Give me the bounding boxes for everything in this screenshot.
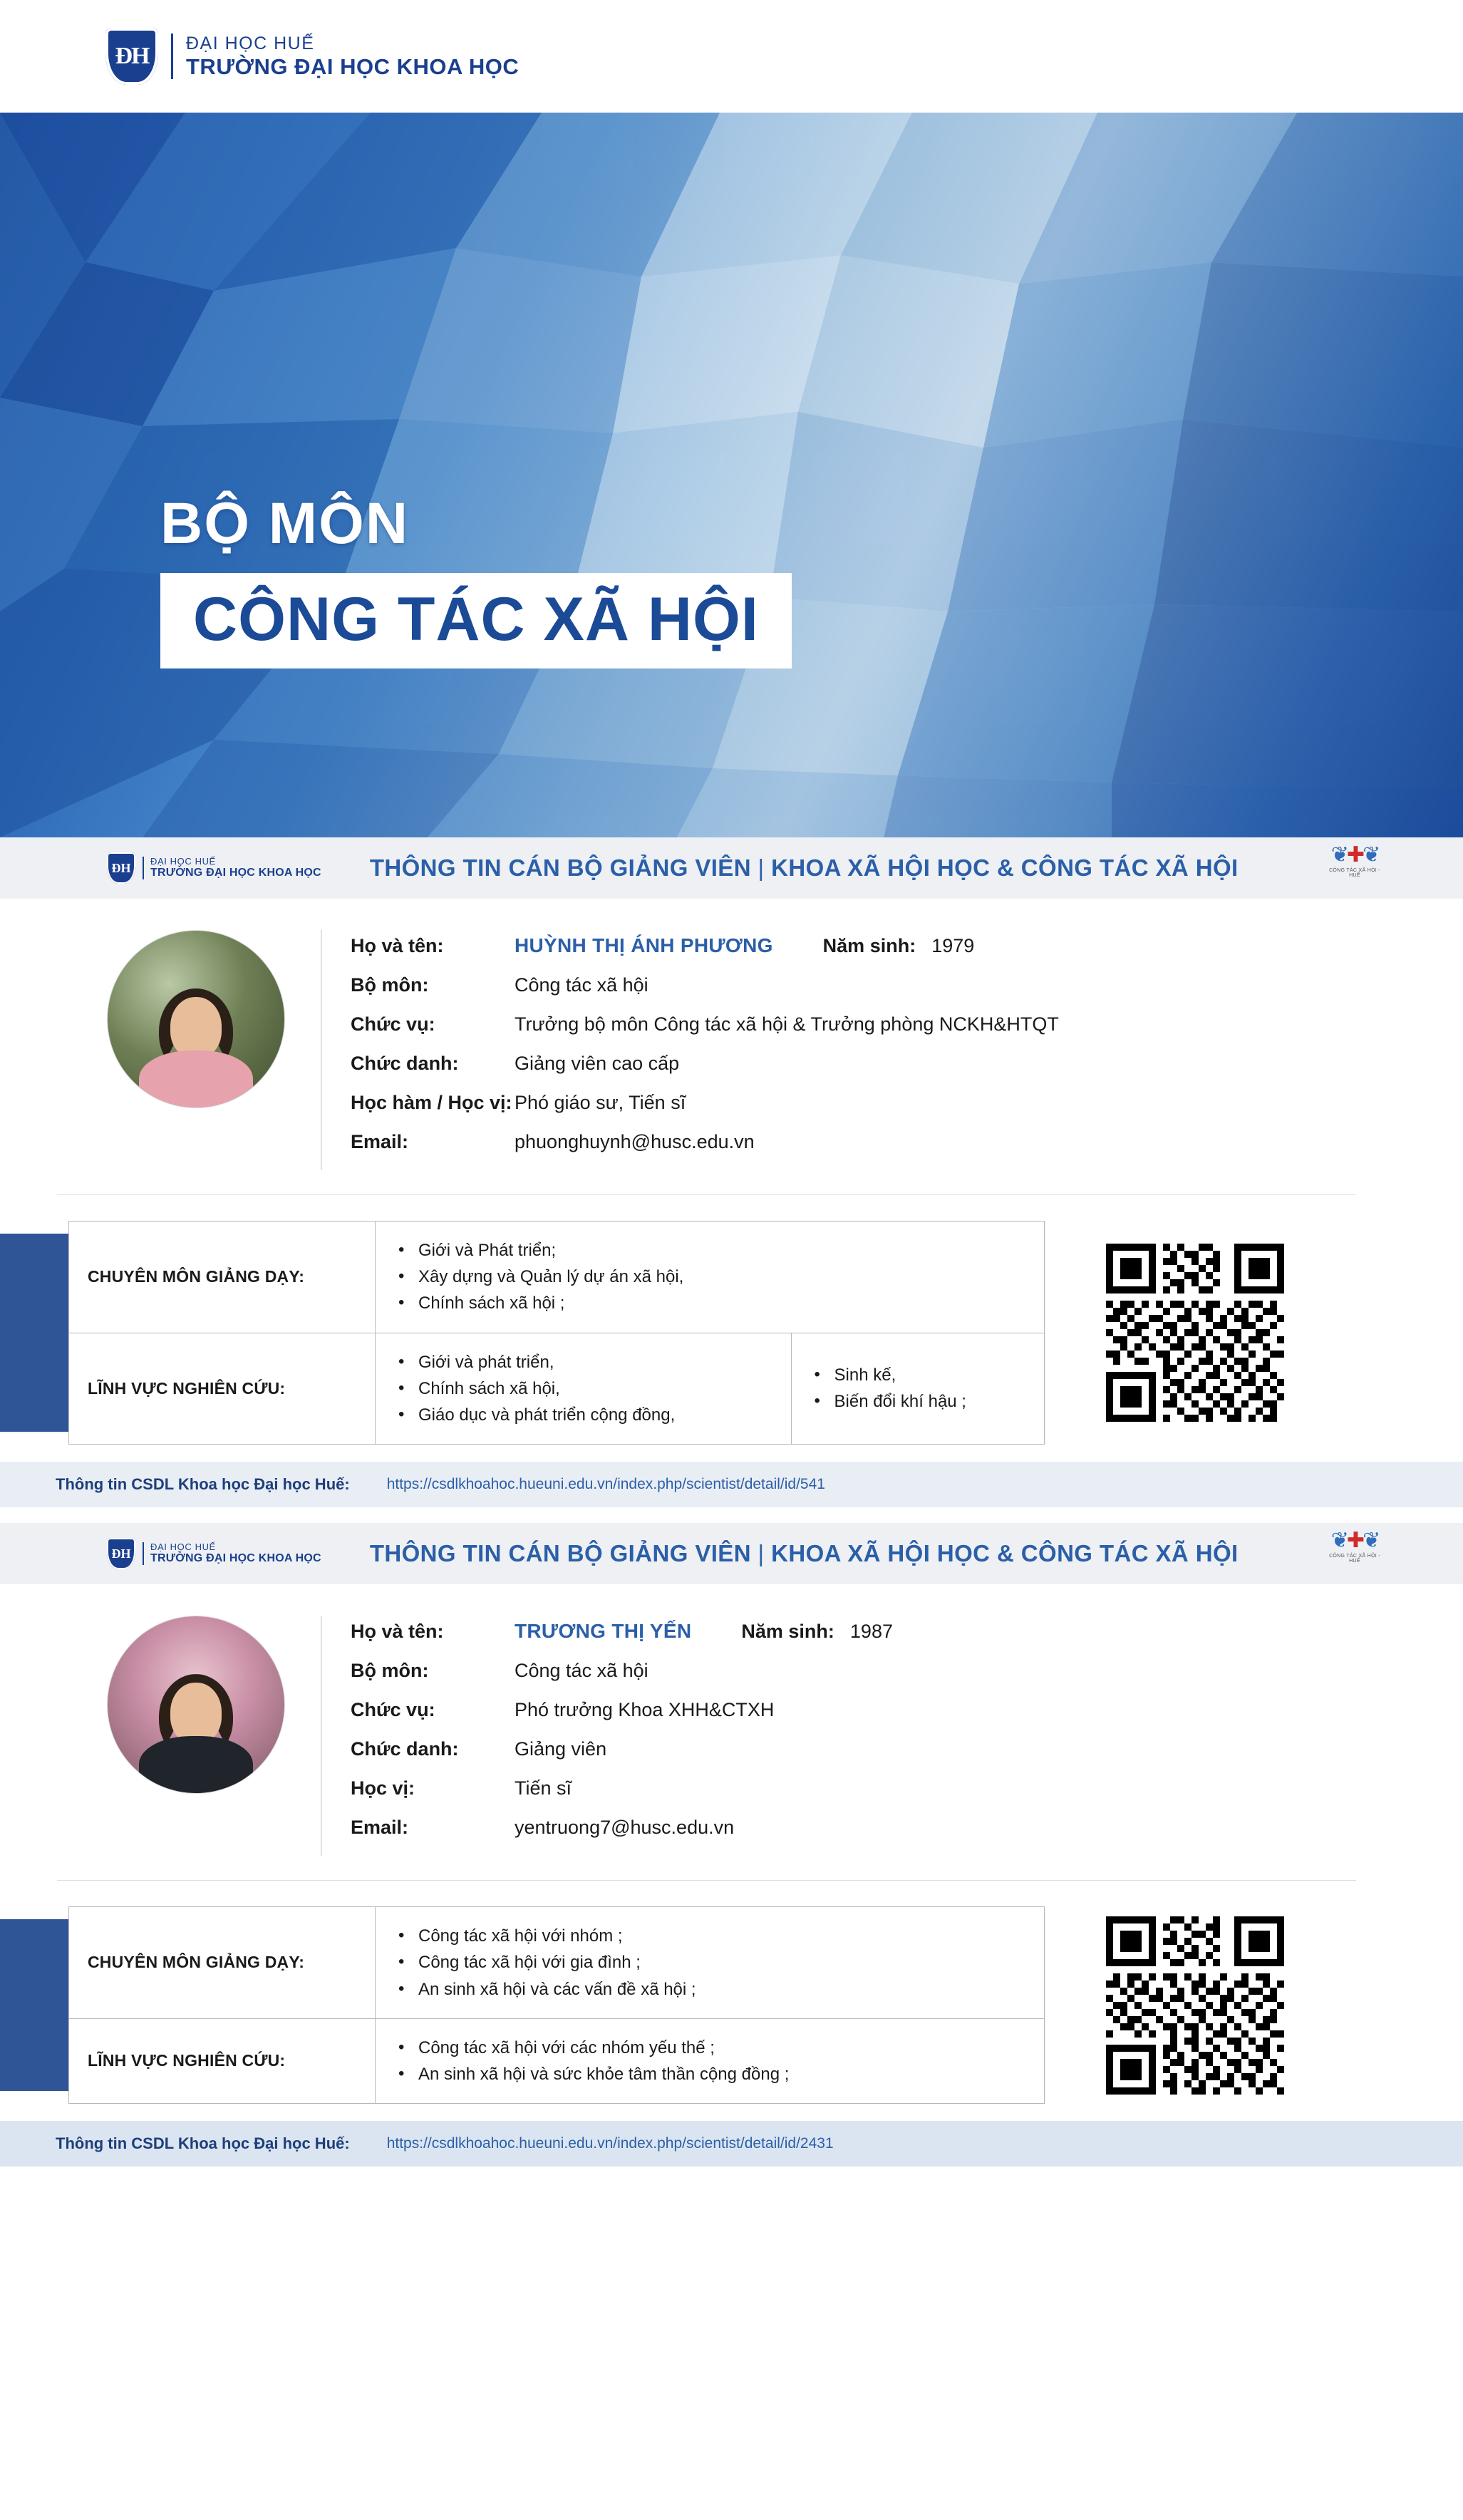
hero-banner (0, 113, 1463, 837)
label-research: LĨNH VỰC NGHIÊN CỨU: (69, 2018, 376, 2103)
label-academic: Học vị: (351, 1777, 415, 1799)
card-header (0, 837, 1463, 899)
research-list (394, 2035, 1025, 2087)
hero-title-line2: CÔNG TÁC XÃ HỘI (193, 585, 759, 654)
card-logo-text (143, 1542, 321, 1565)
footer-label: Thông tin CSDL Khoa học Đại học Huế: (56, 2134, 350, 2153)
list-item: • Giới và phát triển, (394, 1349, 772, 1375)
avatar (107, 1616, 285, 1794)
teaching-list (394, 1923, 1025, 2003)
label-academic: Học hàm / Học vị: (351, 1092, 512, 1113)
label-teaching: CHUYÊN MÔN GIẢNG DẠY: (69, 1907, 376, 2019)
card-separator (0, 1507, 1463, 1523)
hero-title-line1: BỘ MÔN (160, 491, 410, 556)
research-extra-list (810, 1362, 1025, 1415)
accent-tab (0, 1919, 68, 2091)
label-department: Bộ môn: (351, 1660, 429, 1682)
card-logo-text (143, 857, 321, 879)
card-header-title-left: THÔNG TIN CÁN BỘ GIẢNG VIÊN (369, 1540, 751, 1567)
list-item: • Công tác xã hội với nhóm ; (394, 1923, 1025, 1949)
university-logo (105, 28, 519, 85)
value-fullname: HUỲNH THỊ ÁNH PHƯƠNG (515, 934, 773, 956)
expertise-section (0, 1195, 1463, 1462)
info-row-email (351, 1131, 1420, 1153)
qr-code-image[interactable] (1106, 1244, 1284, 1422)
badge-caption: CÔNG TÁC XÃ HỘI - HUẾ (1329, 868, 1380, 878)
info-row-fullname (351, 1620, 1420, 1643)
footer-url[interactable]: https://csdlkhoahoc.hueuni.edu.vn/index.php/scientist/detail/id/541 (386, 1476, 825, 1493)
list-item: • Chính sách xã hội ; (394, 1290, 1025, 1316)
card-logo (107, 1538, 321, 1569)
table-row-research (69, 2018, 1045, 2103)
label-email: Email: (351, 1131, 409, 1152)
value-research (376, 2018, 1045, 2103)
shield-icon (105, 28, 158, 85)
badge-caption: CÔNG TÁC XÃ HỘI - HUẾ (1329, 1554, 1380, 1564)
footer-bar (0, 2121, 1463, 2167)
label-title: Chức danh: (351, 1053, 459, 1074)
info-row-department (351, 974, 1420, 996)
footer-url[interactable]: https://csdlkhoahoc.hueuni.edu.vn/index.php/scientist/detail/id/2431 (386, 2135, 834, 2152)
list-item: • Công tác xã hội với gia đình ; (394, 1949, 1025, 1976)
hero-title-box (160, 573, 792, 668)
label-email: Email: (351, 1817, 409, 1839)
value-title: Giảng viên (515, 1738, 607, 1760)
info-row-position (351, 1013, 1420, 1036)
avatar-column (107, 930, 321, 1170)
card-body (0, 1584, 1463, 1863)
qr-column (1045, 1906, 1344, 2104)
value-title: Giảng viên cao cấp (515, 1053, 680, 1074)
expertise-table (68, 1906, 1045, 2104)
info-row-academic (351, 1777, 1420, 1799)
card-header-title-separator: | (758, 854, 765, 881)
value-teaching (376, 1222, 1045, 1333)
department-badge-icon (1325, 845, 1385, 892)
label-position: Chức vụ: (351, 1699, 435, 1721)
label-department: Bộ môn: (351, 974, 429, 996)
label-fullname: Họ và tên: (351, 935, 444, 956)
logo-text-block (171, 33, 519, 79)
shield-icon (107, 1538, 135, 1569)
list-item: • Biến đổi khí hậu ; (810, 1388, 1025, 1415)
info-row-title (351, 1053, 1420, 1075)
footer-bar (0, 1462, 1463, 1507)
card-logo-line2: TRƯỜNG ĐẠI HỌC KHOA HỌC (150, 867, 321, 879)
research-list (394, 1349, 772, 1429)
card-header-title (370, 854, 1239, 882)
card-header-title-left: THÔNG TIN CÁN BỘ GIẢNG VIÊN (369, 854, 751, 881)
value-email[interactable]: yentruong7@husc.edu.vn (515, 1817, 735, 1839)
list-item: • Sinh kế, (810, 1362, 1025, 1388)
value-email[interactable]: phuonghuynh@husc.edu.vn (515, 1131, 755, 1152)
value-academic: Phó giáo sư, Tiến sĩ (515, 1092, 686, 1113)
value-department: Công tác xã hội (515, 974, 648, 996)
table-row-research (69, 1333, 1045, 1445)
value-teaching (376, 1907, 1045, 2019)
value-birth-year: 1979 (931, 935, 975, 956)
info-column (321, 930, 1420, 1170)
shield-monogram: ĐH (111, 1546, 131, 1561)
value-research-extra (791, 1333, 1044, 1445)
teaching-list (394, 1237, 1025, 1317)
label-position: Chức vụ: (351, 1013, 435, 1035)
polygon-pattern-graphic (0, 113, 1463, 837)
top-logo-bar (0, 0, 1463, 113)
value-fullname: TRƯƠNG THỊ YẾN (515, 1620, 692, 1643)
label-teaching: CHUYÊN MÔN GIẢNG DẠY: (69, 1222, 376, 1333)
card-header-title-separator: | (758, 1540, 765, 1567)
list-item: • An sinh xã hội và các vấn đề xã hội ; (394, 1976, 1025, 2003)
list-item: • Chính sách xã hội, (394, 1375, 772, 1402)
card-header-title-right: KHOA XÃ HỘI HỌC & CÔNG TÁC XÃ HỘI (771, 1540, 1239, 1567)
list-item: • Giáo dục và phát triển cộng đồng, (394, 1402, 772, 1428)
label-birth-year: Năm sinh: (822, 935, 916, 956)
value-academic: Tiến sĩ (515, 1777, 572, 1799)
card-header-title-right: KHOA XÃ HỘI HỌC & CÔNG TÁC XÃ HỘI (771, 854, 1239, 881)
info-row-department (351, 1660, 1420, 1682)
qr-column (1045, 1221, 1344, 1445)
shield-monogram: ĐH (111, 860, 131, 875)
logo-line-university: ĐẠI HỌC HUẾ (186, 33, 315, 53)
value-research (376, 1333, 792, 1445)
badge-glyphs: ❦✚❦ (1330, 843, 1379, 867)
value-birth-year: 1987 (849, 1621, 893, 1643)
label-title: Chức danh: (351, 1738, 459, 1760)
department-badge-icon (1325, 1530, 1385, 1577)
qr-code-image[interactable] (1106, 1916, 1284, 2095)
label-research: LĨNH VỰC NGHIÊN CỨU: (69, 1333, 376, 1445)
accent-tab (0, 1234, 68, 1432)
list-item: • An sinh xã hội và sức khỏe tâm thần cộng đồng ; (394, 2061, 1025, 2087)
info-row-position (351, 1699, 1420, 1721)
avatar-column (107, 1616, 321, 1856)
info-row-email (351, 1817, 1420, 1839)
info-row-fullname (351, 934, 1420, 957)
card-header (0, 1523, 1463, 1584)
table-row-teaching (69, 1907, 1045, 2019)
hero-title (160, 490, 792, 668)
list-item: • Giới và Phát triển; (394, 1237, 1025, 1264)
expertise-table (68, 1221, 1045, 1445)
card-header-title (370, 1540, 1239, 1567)
info-row-title (351, 1738, 1420, 1760)
label-birth-year: Năm sinh: (741, 1621, 834, 1643)
footer-label: Thông tin CSDL Khoa học Đại học Huế: (56, 1475, 350, 1494)
card-logo-line2: TRƯỜNG ĐẠI HỌC KHOA HỌC (150, 1552, 321, 1565)
table-row-teaching (69, 1222, 1045, 1333)
value-position: Trưởng bộ môn Công tác xã hội & Trưởng phòng NCKH&HTQT (515, 1013, 1059, 1035)
card-logo-line1: ĐẠI HỌC HUẾ (150, 855, 216, 867)
shield-icon (107, 852, 135, 884)
avatar (107, 930, 285, 1108)
list-item: • Xây dựng và Quản lý dự án xã hội, (394, 1264, 1025, 1290)
info-row-academic (351, 1092, 1420, 1114)
badge-glyphs: ❦✚❦ (1330, 1529, 1379, 1553)
label-fullname: Họ và tên: (351, 1621, 444, 1643)
value-position: Phó trưởng Khoa XHH&CTXH (515, 1699, 775, 1721)
lecturer-card-1 (0, 837, 1463, 1507)
list-item: • Công tác xã hội với các nhóm yếu thế ; (394, 2035, 1025, 2061)
logo-line-school: TRƯỜNG ĐẠI HỌC KHOA HỌC (186, 53, 519, 79)
expertise-section (0, 1881, 1463, 2121)
lecturer-card-2 (0, 1523, 1463, 2167)
card-logo (107, 852, 321, 884)
shield-monogram: ĐH (115, 43, 149, 69)
value-department: Công tác xã hội (515, 1660, 648, 1682)
card-body (0, 899, 1463, 1177)
info-column (321, 1616, 1420, 1856)
card-logo-line1: ĐẠI HỌC HUẾ (150, 1541, 216, 1552)
